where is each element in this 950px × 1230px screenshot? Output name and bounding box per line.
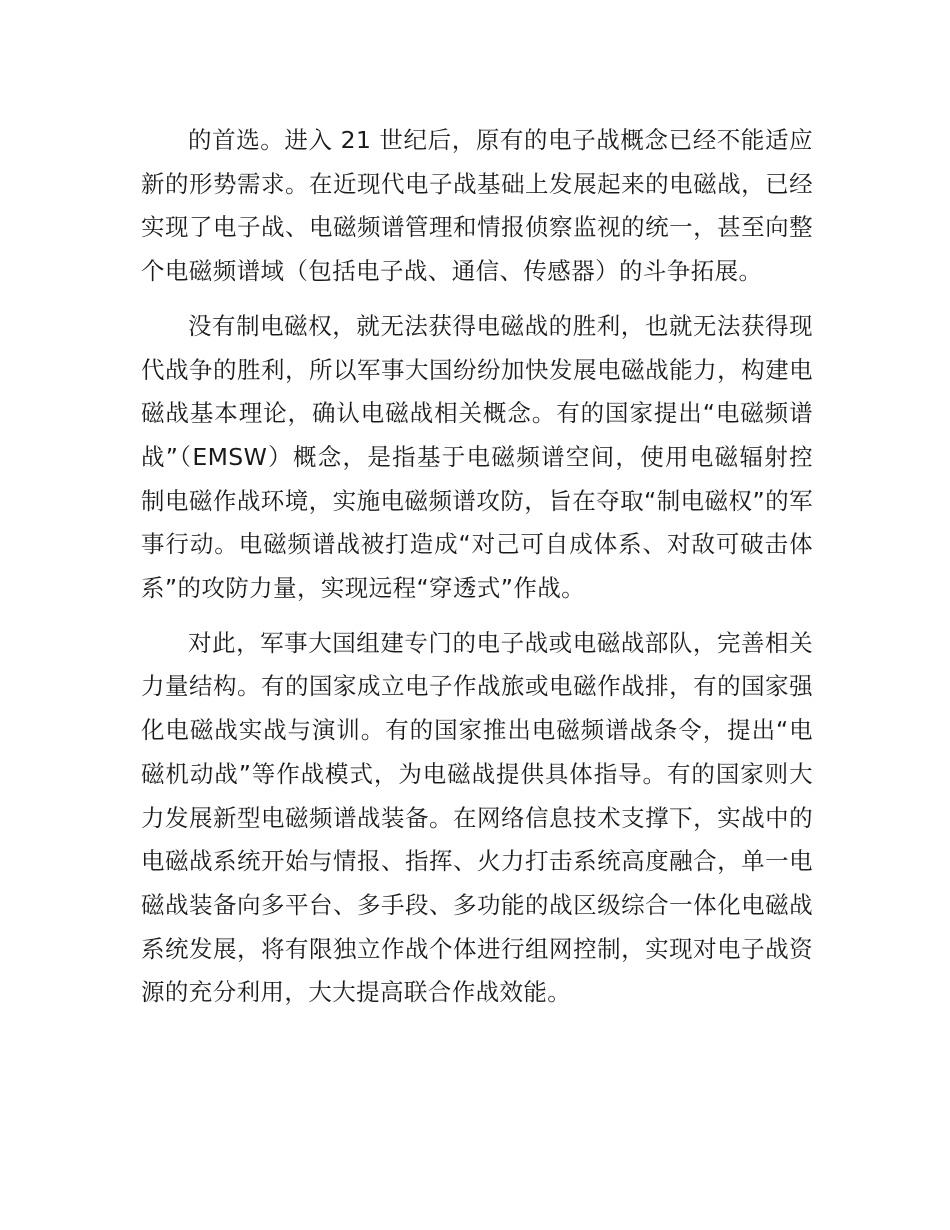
document-body — [141, 119, 813, 1026]
paragraph-2: 没有制电磁权，就无法获得电磁战的胜利，也就无法获得现代战争的胜利，所以军事大国纷纷加快发展电磁战能力，构建电磁战基本理论，确认电磁战相关概念。有的国家提出“电磁频谱战”（EMSW）概念，是指基于电磁频谱空间，使用电磁辐射控制电磁作战环境，实施电磁频谱攻防，旨在夺取“制电磁权”的军事行动。电磁频谱战被打造成“对己可自成体系、对敌可破击体系”的攻防力量，实现远程“穿透式”作战。 — [141, 311, 813, 603]
paragraph-1: 的首选。进入 21 世纪后，原有的电子战概念已经不能适应新的形势需求。在近现代电子战基础上发展起来的电磁战，已经实现了电子战、电磁频谱管理和情报侦察监视的统一，甚至向整个电磁频谱域（包括电子战、通信、传感器）的斗争拓展。 — [141, 126, 813, 286]
paragraph-3: 对此，军事大国组建专门的电子战或电磁战部队，完善相关力量结构。有的国家成立电子作战旅或电磁作战排，有的国家强化电磁战实战与演训。有的国家推出电磁频谱战条令，提出“电磁机动战”等作战模式，为电磁战提供具体指导。有的国家则大力发展新型电磁频谱战装备。在网络信息技术支撑下，实战中的电磁战系统开始与情报、指挥、火力打击系统高度融合，单一电磁战装备向多平台、多手段、多功能的战区级综合一体化电磁战系统发展，将有限独立作战个体进行组网控制，实现对电子战资源的充分利用，大大提高联合作战效能。 — [141, 628, 813, 1007]
